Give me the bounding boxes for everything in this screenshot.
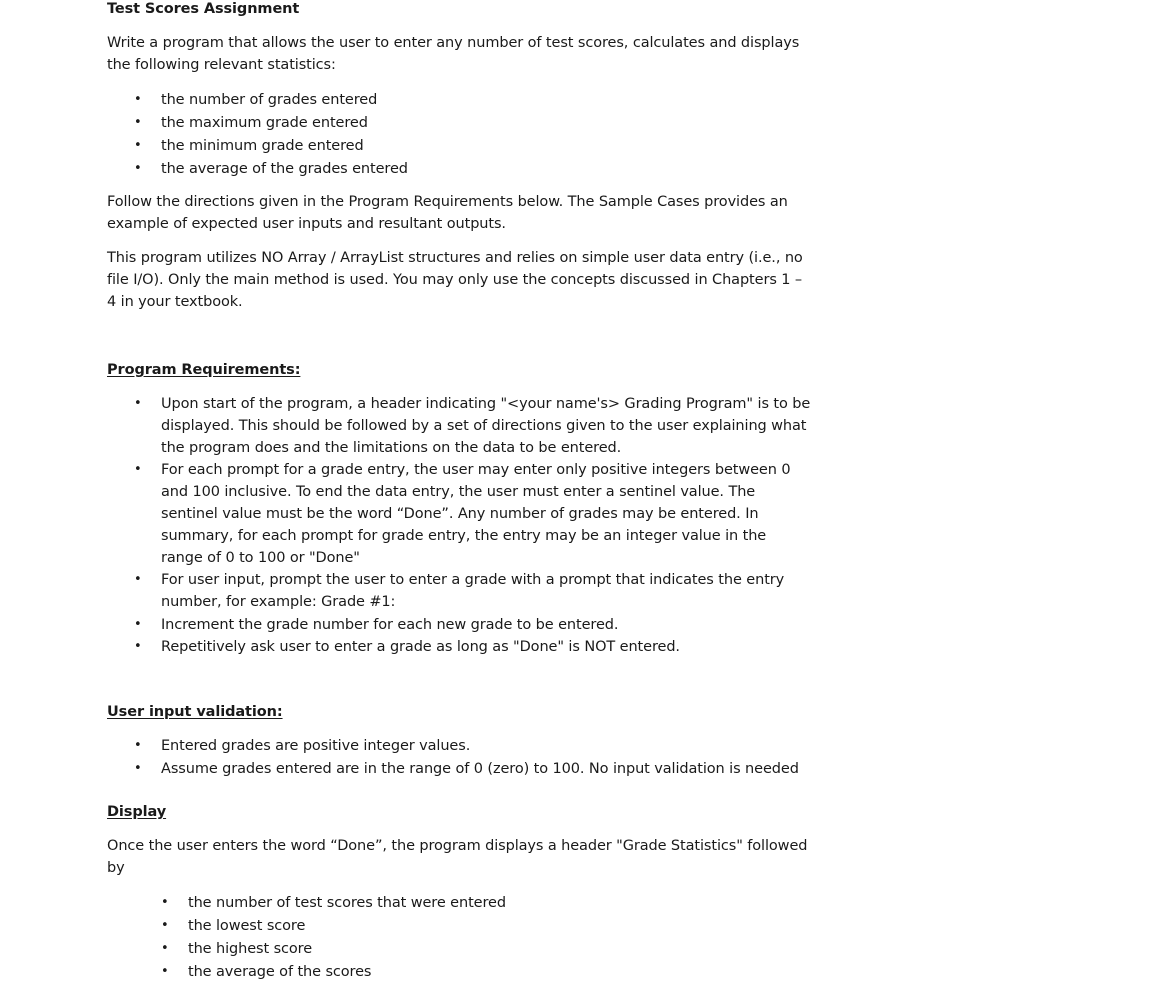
bullet-icon: •	[161, 895, 169, 910]
list-item: • Upon start of the program, a header indicating "<your name's> Grading Program" is to be displayed. This should be followed by a set of directions given to the user explaining what the program does and the limitations on the data to be entered.	[107, 393, 812, 459]
list-item: • the minimum grade entered	[107, 135, 812, 157]
requirements-list	[107, 393, 812, 658]
stats-list	[107, 89, 812, 180]
list-item: • the lowest score	[107, 915, 812, 937]
bullet-icon: •	[134, 161, 142, 176]
list-item: • Increment the grade number for each new grade to be entered.	[107, 614, 812, 636]
bullet-icon: •	[161, 964, 169, 979]
bullet-icon: •	[134, 617, 142, 632]
list-item: • For each prompt for a grade entry, the user may enter only positive integers between 0 and 100 inclusive. To end the data entry, the user must enter a sentinel value. The sentinel value must be the word “Done”. Any number of grades may be entered. In summary, for each prompt for grade entry, the entry may be an integer value in the range of 0 to 100 or "Done"	[107, 459, 812, 569]
bullet-icon: •	[161, 918, 169, 933]
list-item: • Assume grades entered are in the range of 0 (zero) to 100. No input validation is needed	[107, 758, 812, 780]
bullet-icon: •	[134, 138, 142, 153]
bullet-icon: •	[134, 462, 142, 477]
list-item: • the highest score	[107, 938, 812, 960]
list-item: • the number of test scores that were entered	[107, 892, 812, 914]
list-item: • the maximum grade entered	[107, 112, 812, 134]
validation-list	[107, 735, 812, 780]
requirements-heading: Program Requirements:	[107, 362, 301, 378]
follow-paragraph: Follow the directions given in the Program Requirements below. The Sample Cases provides an example of expected user inputs and resultant outputs.	[107, 194, 788, 232]
list-item: • the average of the scores	[107, 961, 812, 983]
display-paragraph: Once the user enters the word “Done”, the program displays a header "Grade Statistics" followed by	[107, 838, 808, 876]
document-page	[107, 0, 812, 983]
display-list	[107, 892, 812, 983]
bullet-icon: •	[134, 115, 142, 130]
bullet-icon: •	[134, 396, 142, 411]
display-heading: Display	[107, 804, 167, 820]
bullet-icon: •	[134, 92, 142, 107]
document-title: Test Scores Assignment	[107, 1, 300, 17]
validation-heading: User input validation:	[107, 704, 283, 720]
intro-paragraph: Write a program that allows the user to enter any number of test scores, calculates and displays the following relevant statistics:	[107, 35, 800, 73]
constraints-paragraph: This program utilizes NO Array / ArrayList structures and relies on simple user data entry (i.e., no file I/O). Only the main method is used. You may only use the concepts discussed in Chapters 1 – 4 in your textbook.	[107, 250, 803, 310]
list-item: • the average of the grades entered	[107, 158, 812, 180]
bullet-icon: •	[134, 761, 142, 776]
bullet-icon: •	[134, 738, 142, 753]
bullet-icon: •	[161, 941, 169, 956]
list-item: • Repetitively ask user to enter a grade as long as "Done" is NOT entered.	[107, 636, 812, 658]
list-item: • Entered grades are positive integer values.	[107, 735, 812, 757]
bullet-icon: •	[134, 572, 142, 587]
bullet-icon: •	[134, 639, 142, 654]
list-item: • For user input, prompt the user to enter a grade with a prompt that indicates the entry number, for example: Grade #1:	[107, 569, 812, 613]
list-item: • the number of grades entered	[107, 89, 812, 111]
